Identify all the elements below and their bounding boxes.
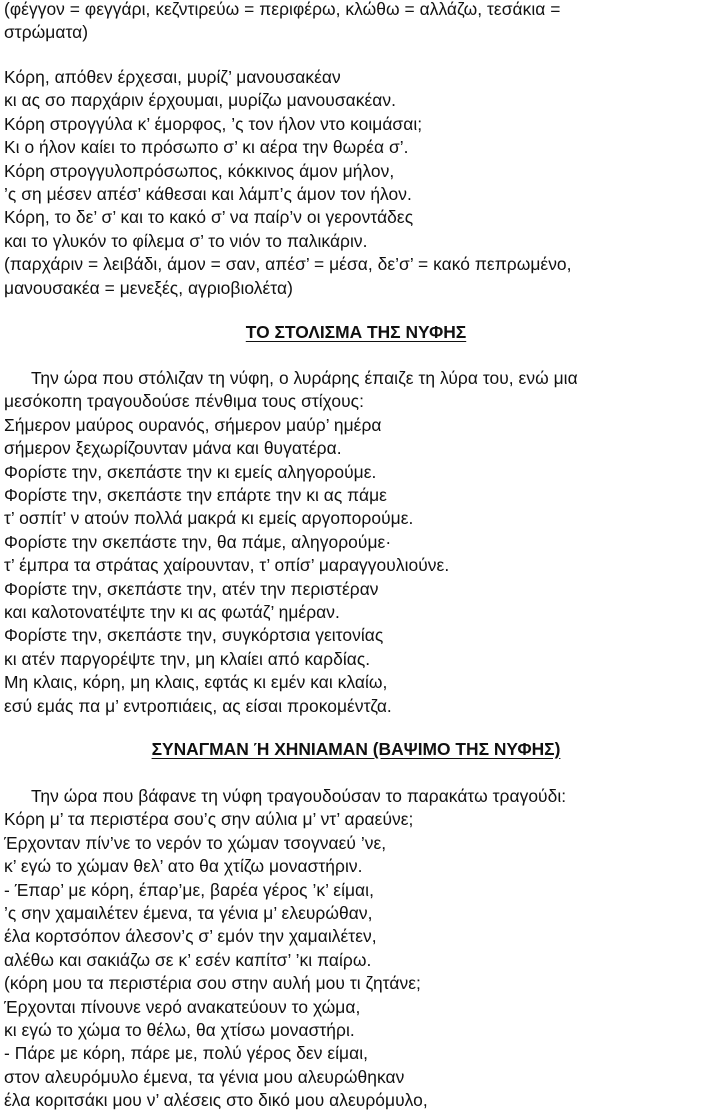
verse-line: κι ας σο παρχάριν έρχουμαι, μυρίζω μανουσακέαν. <box>4 90 396 111</box>
verse-line: στον αλευρόμυλο έμενα, τα γένια μου αλευρώθηκαν <box>4 1066 405 1087</box>
verse-line: κ’ εγώ το χώμαν θελ’ ατο θα χτίζω μοναστήριν. <box>4 856 363 877</box>
verse-line: Φορίστε την, σκεπάστε την, ατέν την περιστέραν <box>4 578 379 599</box>
verse-line: κι εγώ το χώμα το θέλω, θα χτίσω μοναστήρι. <box>4 1020 355 1041</box>
verse-line: Κι ο ήλον καίει το πρόσωπο σ’ κι αέρα την θωρέα σ’. <box>4 137 409 158</box>
verse-line: Κόρη στρογγύλα κ’ έμορφος, ’ς τον ήλον ντο κοιμάσαι; <box>4 113 423 134</box>
section-1-body <box>4 367 708 718</box>
intro-gloss <box>4 0 708 45</box>
verse-line: και το γλυκόν το φίλεμα σ’ το νιόν το παλικάριν. <box>4 230 368 251</box>
poem-1 <box>4 66 708 300</box>
verse-line: Έρχονται πίνουνε νερό ανακατεύουν το χώμα, <box>4 996 361 1017</box>
verse-line: έλα κορτσόπον άλεσον’ς σ’ εμόν την χαμαιλέτεν, <box>4 926 377 947</box>
verse-line: Κόρη μ’ τα περιστέρα σου’ς σην αύλια μ’ ντ’ αραεύνε; <box>4 809 414 830</box>
section-heading: ΣΥΝΑΓΜΑΝ Ή ΧΗΝΙΑΜΑΝ (ΒΑΨΙΜΟ ΤΗΣ ΝΥΦΗΣ) <box>151 739 561 759</box>
verse-line: τ’ οσπίτ’ ν ατούν πολλά μακρά κι εμείς αργοπορούμε. <box>4 508 414 529</box>
verse-line: Μη κλαις, κόρη, μη κλαις, εφτάς κι εμέν και κλαίω, <box>4 672 388 693</box>
intro-line: Την ώρα που βάφανε τη νύφη τραγουδούσαν το παρακάτω τραγούδι: <box>31 786 567 806</box>
verse-line: Κόρη στρογγυλοπρόσωπος, κόκκινος άμον μήλον, <box>4 160 395 181</box>
verse-line: σήμερον ξεχωρίζουνταν μάνα και θυγατέρα. <box>4 438 342 459</box>
verse-line: - Έπαρ’ με κόρη, έπαρ’με, βαρέα γέρος ’κ’ είμαι, <box>4 879 374 900</box>
verse-line: Έρχονταν πίν’νε το νερόν το χώμαν τσογναεύ ’νε, <box>4 832 387 853</box>
verse-line: Φορίστε την σκεπάστε την, θα πάμε, αληγορούμε· <box>4 531 392 552</box>
verse-line: Φορίστε την, σκεπάστε την επάρτε την κι ας πάμε <box>4 485 387 506</box>
section-2-body <box>4 785 708 1113</box>
intro-line: Την ώρα που στόλιζαν τη νύφη, ο λυράρης έπαιζε τη λύρα του, ενώ μια <box>31 368 578 388</box>
verse-line: Κόρη, το δε’ σ’ και το κακό σ’ να παίρ’ν οι γεροντάδες <box>4 207 414 228</box>
verse-line: και καλοτονατέψτε την κι ας φωτάζ’ ημέραν. <box>4 602 340 623</box>
verse-line: Κόρη, απόθεν έρχεσαι, μυρίζ’ μανουσακέαν <box>4 67 341 87</box>
verse-line: ’ς σην χαμαιλέτεν έμενα, τα γένια μ’ ελευρώθαν, <box>4 903 373 924</box>
gloss-line: (παρχάριν = λειβάδι, άμον = σαν, απέσ’ = μέσα, δε’σ’ = κακό πεπρωμένο, <box>4 254 572 275</box>
verse-line: - Πάρε με κόρη, πάρε με, πολύ γέρος δεν είμαι, <box>4 1043 369 1064</box>
section-heading: ΤΟ ΣΤΟΛΙΣΜΑ ΤΗΣ ΝΥΦΗΣ <box>245 322 467 342</box>
verse-line: (κόρη μου τα περιστέρια σου στην αυλή μου τι ζητάνε; <box>4 973 421 994</box>
verse-line: Φορίστε την, σκεπάστε την, συγκόρτσια γειτονίας <box>4 625 384 646</box>
verse-line: αλέθω και σακιάζω σε κ’ εσέν καπίτσ’ ’κι παίρω. <box>4 949 372 970</box>
text-line: (φέγγον = φεγγάρι, κεζντιρεύω = περιφέρω, κλώθω = αλλάζω, τεσάκια = <box>4 0 561 19</box>
text-line: στρώματα) <box>4 22 89 43</box>
gloss-line: μανουσακέα = μενεξές, αγριοβιολέτα) <box>4 277 293 298</box>
intro-line: μεσόκοπη τραγουδούσε πένθιμα τους στίχους: <box>4 391 364 412</box>
verse-line: κι ατέν παργορέψτε την, μη κλαίει από καρδίας. <box>4 648 371 669</box>
verse-line: εσύ εμάς πα μ’ εντροπιάεις, ας είσαι προκομέντζα. <box>4 695 392 716</box>
verse-line: έλα κοριτσάκι μου ν’ αλέσεις στο δικό μου αλευρόμυλο, <box>4 1090 428 1111</box>
verse-line: Φορίστε την, σκεπάστε την κι εμείς αληγορούμε. <box>4 461 377 482</box>
verse-line: Σήμερον μαύρος ουρανός, σήμερον μαύρ’ ημέρα <box>4 414 382 435</box>
verse-line: ’ς ση μέσεν απέσ’ κάθεσαι και λάμπ’ς άμον τον ήλον. <box>4 184 412 205</box>
verse-line: τ’ έμπρα τα στράτας χαίρουνταν, τ’ οπίσ’ μαραγγουλιούνε. <box>4 555 450 576</box>
